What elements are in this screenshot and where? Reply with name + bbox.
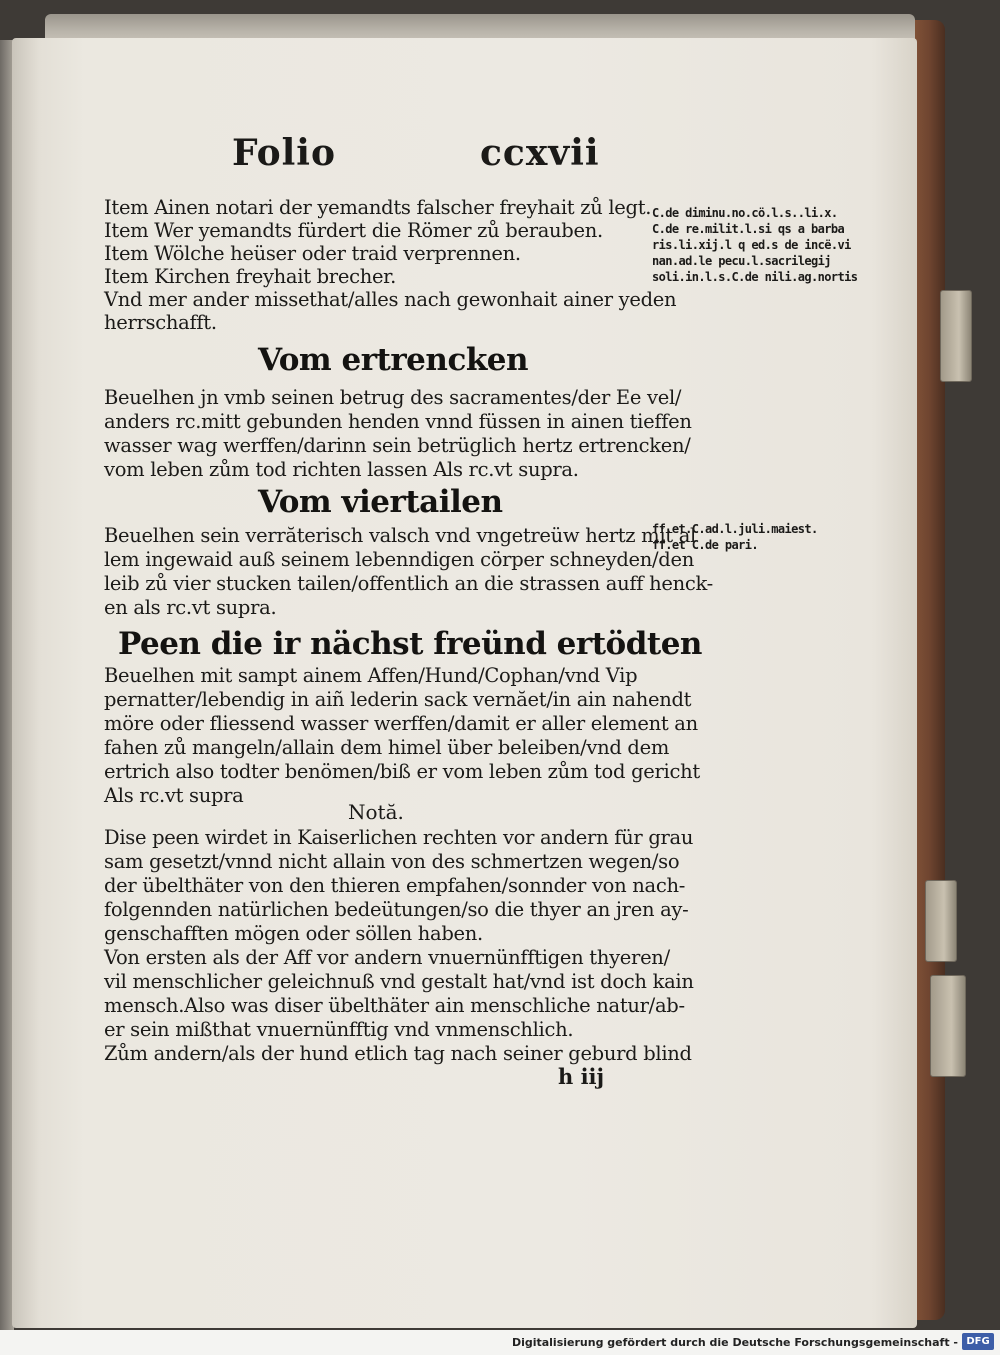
text-line: möre oder fliessend wasser werffen/damit er aller element an (104, 712, 698, 735)
footer-bar (0, 1330, 1000, 1355)
nota-heading: Notă. (348, 800, 404, 824)
text-line: en als rc.vt supra. (104, 596, 277, 619)
dfg-logo: DFG (962, 1333, 994, 1350)
text-line: Dise peen wirdet in Kaiserlichen rechten vor andern für grau (104, 826, 694, 849)
folio-number: ccxvii (480, 132, 600, 174)
text-line: herrschafft. (104, 311, 217, 334)
bookmark-tab (930, 975, 966, 1077)
folio-word: Folio (232, 132, 336, 174)
text-line: Von ersten als der Aff vor andern vnuernünfftigen thyeren/ (104, 946, 670, 969)
signature-mark: h iij (558, 1064, 605, 1089)
text-line: anders rc.mitt gebunden henden vnnd füssen in ainen tieffen (104, 410, 692, 433)
marginal-note: ff.et.C.ad.l.juli.maiest. (652, 522, 818, 536)
marginal-note: nan.ad.le pecu.l.sacrilegij (652, 254, 831, 268)
text-line: Item Kirchen freyhait brecher. (104, 265, 396, 288)
text-line: vil menschlicher geleichnuß vnd gestalt hat/vnd ist doch kain (104, 970, 694, 993)
bookmark-tab (925, 880, 957, 962)
text-line: pernatter/lebendig in aiñ lederin sack vernăet/in ain nahendt (104, 688, 692, 711)
text-line: leib zů vier stucken tailen/offentlich an die strassen auff henck- (104, 572, 713, 595)
text-line: Zům andern/als der hund etlich tag nach seiner geburd blind (104, 1042, 692, 1065)
section-heading: Vom viertailen (258, 484, 503, 520)
text-line: genschafften mögen oder söllen haben. (104, 922, 483, 945)
text-line: folgennden natürlichen bedeütungen/so die thyer an jren ay- (104, 898, 689, 921)
marginal-note: ff.et C.de pari. (652, 538, 758, 552)
text-line: Item Wer yemandts fürdert die Römer zů berauben. (104, 219, 603, 242)
text-line: ertrich also todter benömen/biß er vom leben zům tod gericht (104, 760, 700, 783)
marginal-note: soli.in.l.s.C.de nili.ag.nortis (652, 270, 858, 284)
text-line: mensch.Also was diser übelthäter ain menschliche natur/ab- (104, 994, 685, 1017)
text-line: fahen zů mangeln/allain dem himel über beleiben/vnd dem (104, 736, 670, 759)
text-line: Als rc.vt supra (104, 784, 244, 807)
section-heading: Peen die ir nächst freünd ertödten (118, 626, 702, 662)
text-line: der übelthäter von den thieren empfahen/sonnder von nach- (104, 874, 686, 897)
marginal-note: ris.li.xij.l q ed.s de incë.vi (652, 238, 851, 252)
funding-notice: Digitalisierung gefördert durch die Deutsche Forschungsgemeinschaft - (511, 1336, 958, 1349)
text-line: Item Wölche heüser oder traid verprennen. (104, 242, 521, 265)
text-line: Beuelhen mit sampt ainem Affen/Hund/Cophan/vnd Vip (104, 664, 638, 687)
text-line: sam gesetzt/vnnd nicht allain von des schmertzen wegen/so (104, 850, 680, 873)
text-line: Vnd mer ander missethat/alles nach gewonhait ainer yeden (104, 288, 677, 311)
text-line: wasser wag werffen/darinn sein betrüglich hertz ertrencken/ (104, 434, 691, 457)
text-line: er sein mißthat vnuernünfftig vnd vnmenschlich. (104, 1018, 574, 1041)
marginal-note: C.de re.milit.l.si qs a barba (652, 222, 845, 236)
text-line: Beuelhen sein verrăterisch valsch vnd vngetreüw hertz mit al (104, 524, 696, 547)
text-line: lem ingewaid auß seinem lebenndigen cörper schneyden/den (104, 548, 694, 571)
marginal-note: C.de diminu.no.cö.l.s..li.x. (652, 206, 838, 220)
bookmark-tab (940, 290, 972, 382)
text-line: Beuelhen jn vmb seinen betrug des sacramentes/der Ee vel/ (104, 386, 682, 409)
section-heading: Vom ertrencken (258, 342, 529, 378)
text-line: vom leben zům tod richten lassen Als rc.vt supra. (104, 458, 579, 481)
text-line: Item Ainen notari der yemandts falscher freyhait zů legt. (104, 196, 652, 219)
